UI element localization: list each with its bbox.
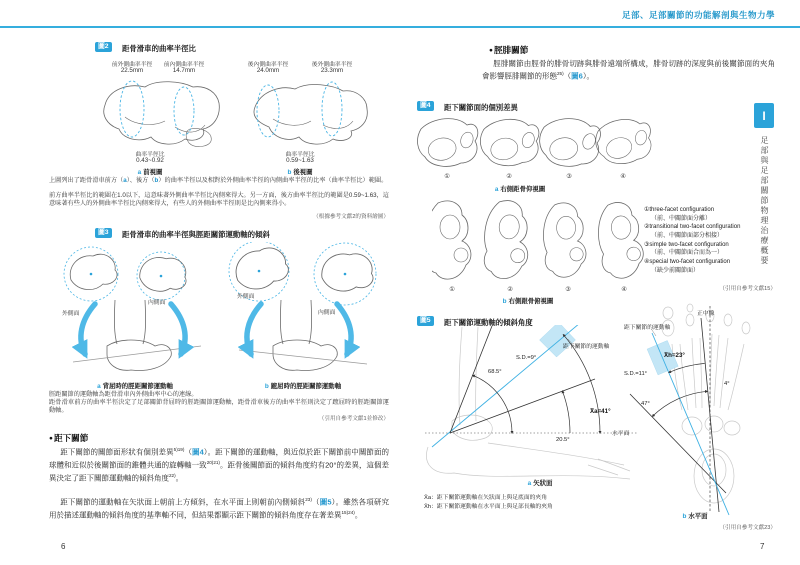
bullet-icon: ● (49, 435, 53, 442)
fig5-legend-xh: X̄h：距下關節運動軸在水平面上與足部長軸的夾角 (424, 504, 553, 510)
talus-trochlea-sketch (95, 77, 385, 147)
fig2-front-ratio-label: 曲率半徑比 (135, 152, 165, 158)
tibiofibular-heading: ●脛腓關節 (489, 45, 529, 55)
fig4-badge: 圖4 (417, 101, 434, 111)
fig2-note-2: 前方曲率半徑比的範圍在1.0以下，這意味著外側曲率半徑比內側來得大。另一方面，後方曲率半徑比的範圍是0.59~1.63，這意味著有些人的外側曲率半徑比內側來得大，有些人的外側曲率半徑則是比內側來得小。 (49, 192, 389, 208)
fig3-source: （引用自參考文獻1並修改） (318, 416, 389, 422)
bullet-icon: ● (489, 47, 493, 54)
subtalar-paragraph-2: 距下關節的運動軸在矢狀面上朝前上方傾斜，在水平面上則朝前內側傾斜$^{23)}$（圖5）。雖然各項研究用於描述運動軸的傾斜角度的基準軸不同，但結果都顯示距下關節的傾斜角度存在著差異$^{15)24)}$。 (49, 497, 390, 520)
page-number-left: 6 (61, 542, 66, 551)
subtalar-axis-horizontal-sketch (622, 300, 792, 518)
fig4a-number-3: ③ (566, 173, 572, 180)
fig5a-mean-angle: X̄a=41° (590, 408, 611, 415)
fig3-label-lateral-b: 外側面 (237, 294, 255, 300)
subtalar-heading: ●距下關節 (49, 433, 89, 443)
fig4-legend-item-4: ④special two-facet configuration (644, 259, 731, 266)
fig4-caption-a: a 右側距骨仰視圖 (494, 186, 546, 193)
fig5a-sd-label: S.D.=9° (516, 355, 537, 361)
fig4a-number-1: ① (444, 173, 450, 180)
fig2-note-1: 上圖列出了距骨滑車前方（a）、後方（b）的曲率半徑以及相對於外側曲率半徑的內側曲率半徑的比率（曲率半徑比）範圍。 (49, 177, 388, 184)
fig4-title: 距下關節面的個別差異 (444, 103, 518, 112)
fig5a-low-angle: 20.5° (556, 437, 570, 443)
subtalar-paragraph-1: 距下關節的關節面形狀有個別差異$^{5)19)}$（圖4）。距下關節的運動軸，與近似於距下關節前中關節面的球體和近似於後關節面的錐體共通的旋轉軸一致$^{20)21)}$。距骨後關節面的傾斜角度約有20°的差異，這個差異決定了距下關節運動軸的傾斜角度$^{22)}$。 (49, 447, 390, 483)
fig3-badge: 圖3 (95, 228, 112, 238)
fig5-caption-b: b 水平面 (682, 513, 708, 520)
talus-inferior-view-sketch (417, 114, 657, 172)
fig4b-number-4: ④ (621, 286, 627, 293)
fig3-caption-b: b 蹠屈時的脛距關節運動軸 (264, 383, 342, 390)
fig2-caption-a-letter: a (137, 169, 142, 176)
fig2-value-posterolateral: 23.3mm (320, 67, 344, 74)
fig5b-axis-label: 距下關節的運動軸 (624, 325, 671, 331)
fig4b-number-3: ③ (565, 286, 571, 293)
fig3-note-1: 脛距關節的運動軸為距骨滑車內外側曲率中心的連線。 (49, 391, 198, 398)
fig5a-axis-label: 距下關節的運動軸 (563, 344, 610, 350)
fig4-source: （引用自參考文獻15） (719, 286, 776, 292)
fig2-rear-ratio-value: 0.59~1.63 (286, 157, 314, 164)
fig5-title: 距下關節運動軸的傾斜角度 (444, 318, 533, 327)
fig4-legend-item-1: ①three-facet configuration (644, 207, 715, 213)
calcaneus-superior-view-sketch (432, 197, 652, 285)
fig5a-horizontal-plane-label: 水平面 (612, 431, 630, 437)
fig5b-midline-label: 正中線 (697, 311, 715, 317)
fig2-label-posterolateral: 後外側曲率半徑 (311, 62, 353, 68)
fig2-value-anteromedial: 14.7mm (172, 67, 196, 74)
page-title: 足部、足部關節的功能解剖與生物力學 (621, 10, 775, 20)
tibiofibular-paragraph: 脛腓關節由脛骨的腓骨切跡與腓骨遠端所構成，腓骨切跡的深度與前後關節面的夾角會影響脛腓關節的形態$^{25)}$（圖6）。 (482, 59, 775, 81)
fig2-rear-ratio-label: 曲率半徑比 (285, 152, 315, 158)
fig2-badge: 圖2 (95, 42, 112, 52)
fig3-label-medial-b: 內側面 (318, 310, 336, 316)
fig5b-small-angle: 4° (724, 381, 730, 387)
part-number-badge: I (754, 103, 774, 128)
fig2-caption-b-letter: b (287, 169, 292, 176)
fig3-label-lateral-a: 外側面 (62, 311, 80, 317)
fig2-value-anterolateral: 22.5mm (120, 67, 144, 74)
header-rule (0, 26, 800, 28)
fig5b-mean-angle: X̄h=23° (664, 352, 685, 359)
page-number-right: 7 (760, 542, 765, 551)
fig2-caption-b: b 後視圖 (287, 169, 313, 176)
fig2-title: 距骨滑車的曲率半徑比 (122, 44, 196, 53)
fig4-caption-b: b 右側跟骨俯視圖 (502, 298, 554, 305)
fig5a-tibia-angle: 68.5° (488, 369, 502, 375)
fig5-legend-xa: X̄a：距下關節運動軸在矢狀面上與足底面的夾角 (424, 495, 548, 501)
side-tab-label: 足部與足部關節物理治療概要 (760, 136, 769, 266)
fig5-source: （引用自參考文獻23） (719, 525, 776, 531)
fig3-title: 距骨滑車的曲率半徑與脛距關節運動軸的傾斜 (122, 230, 270, 239)
fig5b-angle: 47° (641, 401, 650, 407)
fig2-label-anterolateral: 前外側曲率半徑 (111, 62, 153, 68)
tibiotalar-axis-sketch (49, 242, 389, 380)
fig4b-number-1: ① (449, 286, 455, 293)
fig3-caption-a: a 背屈時的脛距關節運動軸 (97, 383, 173, 390)
fig2-value-posteromedial: 24.0mm (256, 67, 280, 74)
fig2-label-anteromedial: 前內側曲率半徑 (163, 62, 205, 68)
fig4-legend: ①three-facet configuration （前、中關節面分離） ②transitional two-facet configuration （前、中關節面部分相接） ③simple two-facet configuration （前、中關節面合而為一） ④special two-facet configuration （缺少前關節面） (644, 206, 776, 276)
fig3-note-2: 距骨滑車前方的曲率半徑決定了足部關節背屈時的脛距關節運動軸，距骨滑車後方的曲率半徑則決定了蹠屈時的脛距關節運動軸。 (49, 399, 389, 415)
fig4a-number-4: ④ (620, 173, 626, 180)
fig5b-sd-label: S.D.=11° (624, 371, 647, 377)
fig2-caption-a: a 前視圖 (137, 169, 163, 176)
fig4-legend-item-3: ③simple two-facet configuration (644, 241, 729, 248)
fig3-label-medial-a: 內側面 (148, 300, 166, 306)
fig4-legend-item-2: ②transitional two-facet configuration (644, 224, 741, 231)
fig5-caption-a: a 矢狀面 (527, 480, 553, 487)
fig2-label-posteromedial: 後內側曲率半徑 (247, 62, 289, 68)
fig4b-number-2: ② (507, 286, 513, 293)
fig5-badge: 圖5 (417, 316, 434, 326)
fig4a-number-2: ② (506, 173, 512, 180)
fig2-front-ratio-value: 0.43~0.92 (136, 157, 164, 164)
fig2-source: （根據參考文獻2的資料繪圖） (313, 214, 389, 220)
